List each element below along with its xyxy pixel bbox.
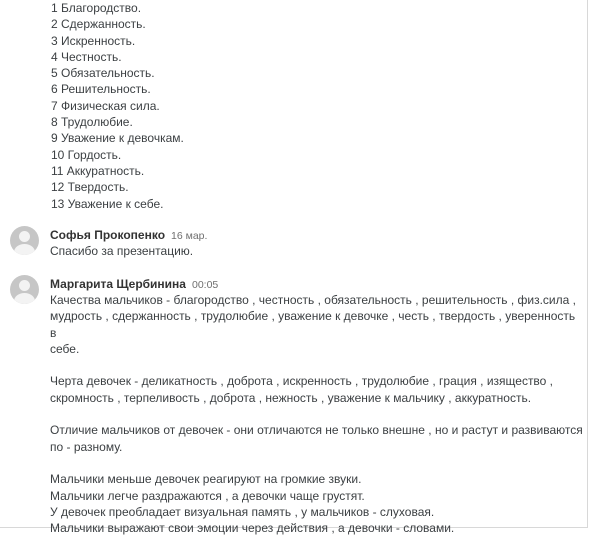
comment-paragraph (50, 422, 583, 455)
list-item: 9 Уважение к девочкам. (51, 131, 184, 146)
comment-line: Отличие мальчиков от девочек - они отличаются не только внешне , но и растут и развиваются (50, 423, 583, 438)
comment-line: Мальчики меньше девочек реагируют на громкие звуки. (50, 472, 362, 487)
comment-line: У девочек преобладает визуальная память , у мальчиков - слуховая. (50, 504, 435, 519)
comment-line: Качества мальчиков - благородство , честность , обязательность , решительность , физ.сила , (50, 293, 576, 307)
list-item: 4 Честность. (51, 49, 122, 64)
comment-paragraph (50, 471, 583, 536)
avatar[interactable] (10, 275, 39, 304)
list-item: 5 Обязательность. (51, 66, 155, 81)
comment-line: Спасибо за презентацию. (50, 244, 194, 258)
list-item: 3 Искренность. (51, 33, 136, 48)
comment-line: Черта девочек - деликатность , доброта , искренность , трудолюбие , грация , изящество , (50, 374, 554, 389)
comment-meta (50, 275, 218, 293)
avatar-head (19, 280, 30, 291)
list-item: 13 Уважение к себе. (51, 196, 164, 211)
comment-line: себе. (50, 341, 80, 356)
comment-line: скромность , терпеливость , доброта , нежность , уважение к мальчику , аккуратность. (50, 390, 532, 405)
comment-author[interactable]: Софья Прокопенко (50, 228, 166, 242)
comment-time: 00:05 (191, 279, 219, 291)
comment-paragraph (50, 373, 583, 406)
list-item: 8 Трудолюбие. (51, 115, 133, 130)
list-item: 10 Гордость. (51, 147, 122, 162)
avatar-head (19, 231, 30, 242)
list-item: 7 Физическая сила. (51, 98, 160, 113)
avatar[interactable] (10, 226, 39, 255)
list-item: 2 Сдержанность. (51, 17, 146, 32)
avatar-shoulders (14, 293, 35, 304)
comment-meta (50, 226, 207, 244)
comment-line: Мальчики выражают свои эмоции через действия , а девочки - словами. (50, 521, 455, 536)
comment-paragraph (50, 292, 583, 357)
list-item: 11 Аккуратность. (51, 163, 145, 178)
comment-line: мудрость , сдержанность , трудолюбие , уважение к девочке , честь , твердость , уверенность в (50, 309, 576, 340)
comment-text (50, 243, 583, 259)
list-item: 6 Решительность. (51, 82, 151, 97)
list-item: 12 Твердость. (51, 180, 129, 195)
comment-time: 16 мар. (171, 230, 208, 242)
qualities-list (51, 0, 184, 212)
comment-line: Мальчики легче раздражаются , а девочки чаще грустят. (50, 488, 365, 503)
comment-line: по - разному. (50, 439, 123, 454)
comment-author[interactable]: Маргарита Щербинина (50, 277, 186, 291)
list-item: 1 Благородство. (51, 1, 142, 15)
avatar-shoulders (14, 244, 35, 255)
comment-text (50, 292, 583, 536)
comment-paragraph (50, 243, 583, 259)
